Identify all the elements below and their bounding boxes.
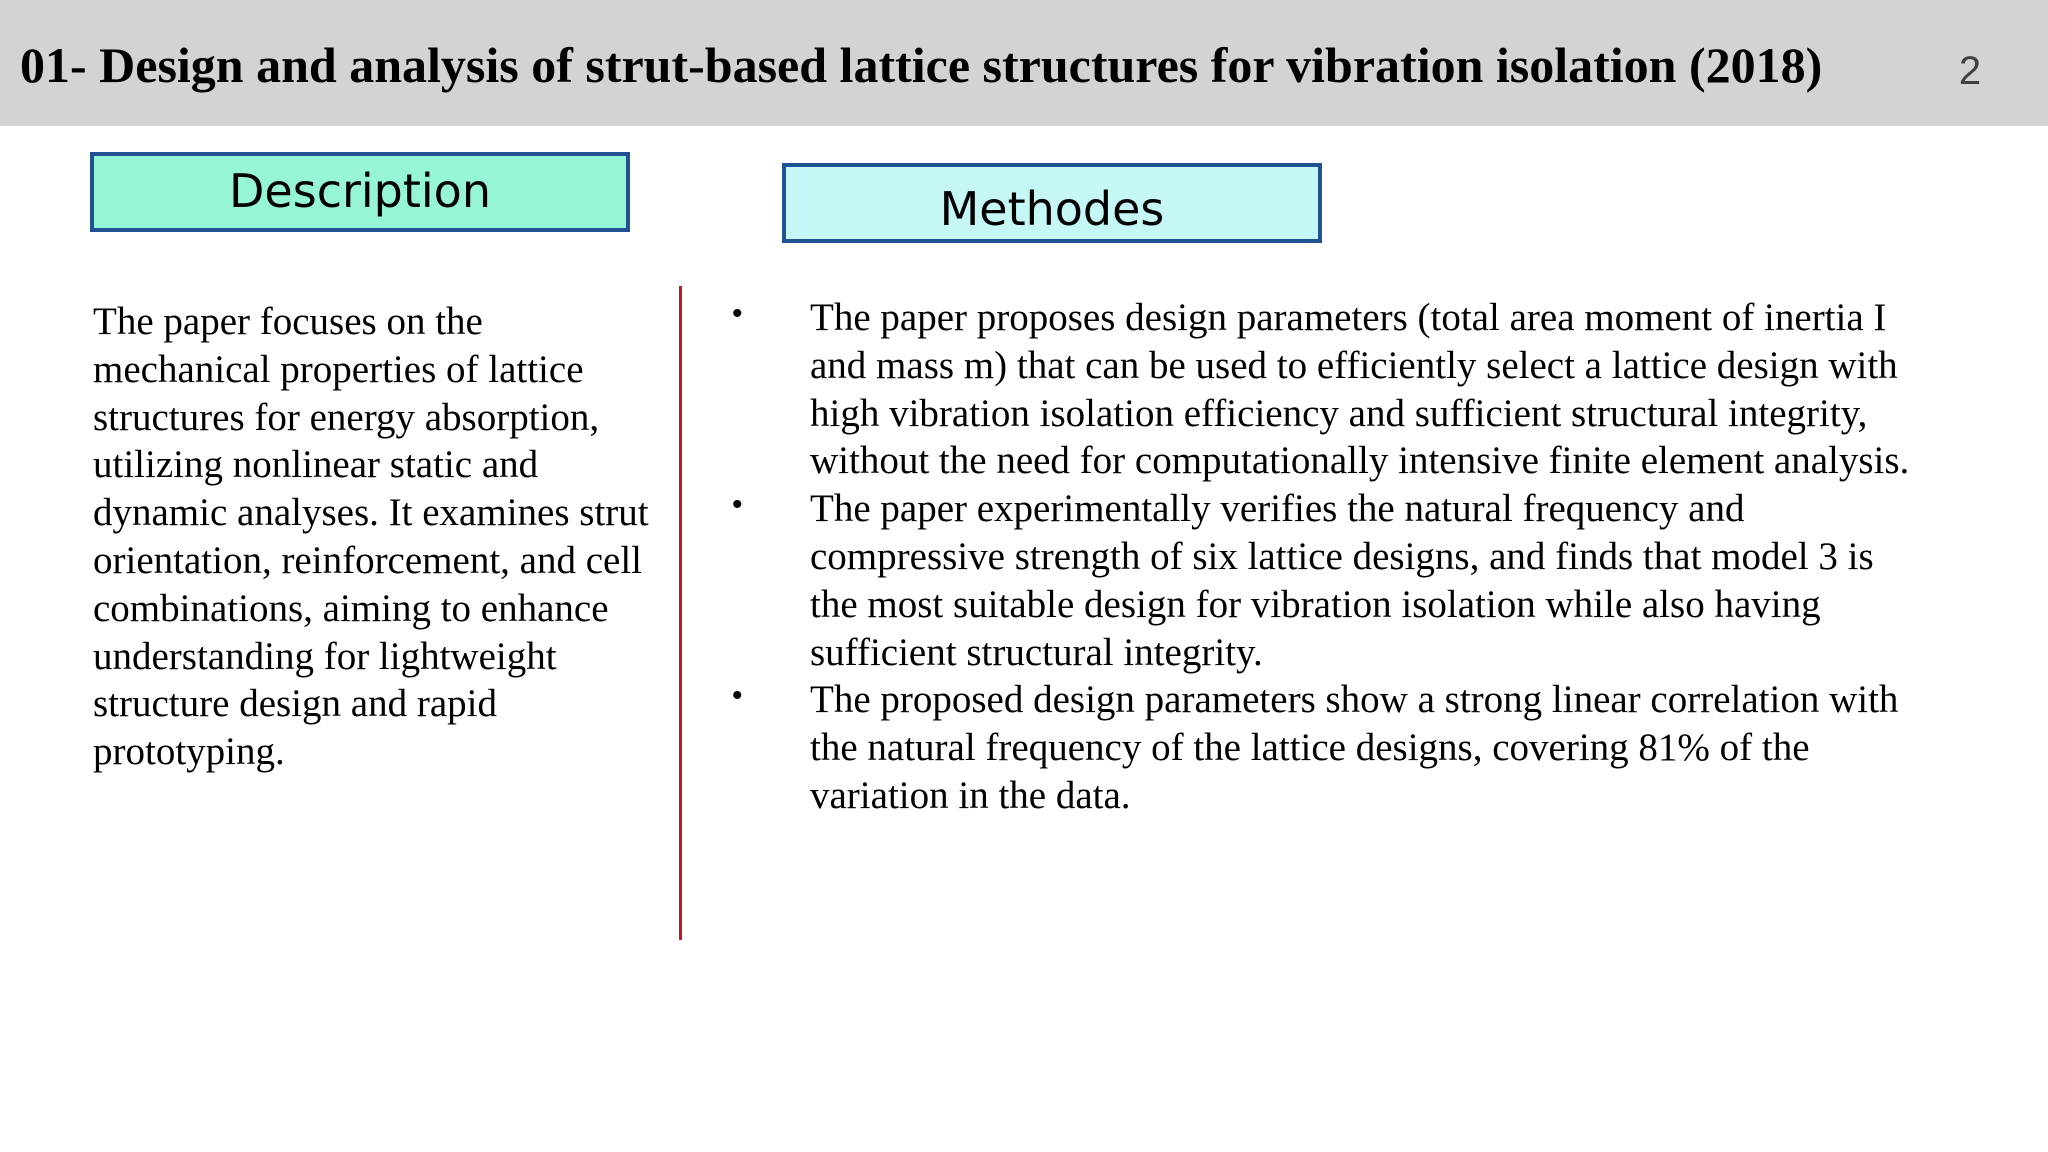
methods-item-text: The proposed design parameters show a strong linear correlation with the natural frequency of the lattice designs, covering 81% of the variation in the data.	[810, 678, 1899, 817]
bullet-icon: •	[732, 297, 743, 330]
methods-item	[732, 294, 1912, 485]
page-number: 2	[1958, 49, 1982, 93]
methods-item-text: The paper experimentally verifies the natural frequency and compressive strength of six lattice designs, and finds that model 3 is the most suitable design for vibration isolation while also having sufficient structural integrity.	[810, 487, 1874, 674]
methods-list	[732, 294, 1912, 820]
bullet-icon: •	[732, 679, 743, 713]
methods-item	[732, 676, 1912, 819]
slide-title: 01- Design and analysis of strut-based lattice structures for vibration isolation (2018)	[20, 37, 1823, 93]
description-text: The paper focuses on the mechanical properties of lattice structures for energy absorption, utilizing nonlinear static and dynamic analyses. It examines strut orientation, reinforcement, and cell combinations, aiming to enhance understanding for lightweight structure design and rapid prototyping.	[93, 300, 649, 774]
methodes-label: Methodes	[782, 163, 1322, 243]
methods-item-text: The paper proposes design parameters (total area moment of inertia I and mass m) that can be used to efficiently select a lattice design with high vibration isolation efficiency and sufficient structural integrity, without the need for computationally intensive finite element analysis.	[810, 296, 1910, 483]
column-divider	[679, 286, 682, 940]
description-label: Description	[90, 152, 630, 232]
methods-item	[732, 485, 1912, 676]
title-bar	[0, 0, 2048, 126]
bullet-icon: •	[732, 488, 743, 522]
